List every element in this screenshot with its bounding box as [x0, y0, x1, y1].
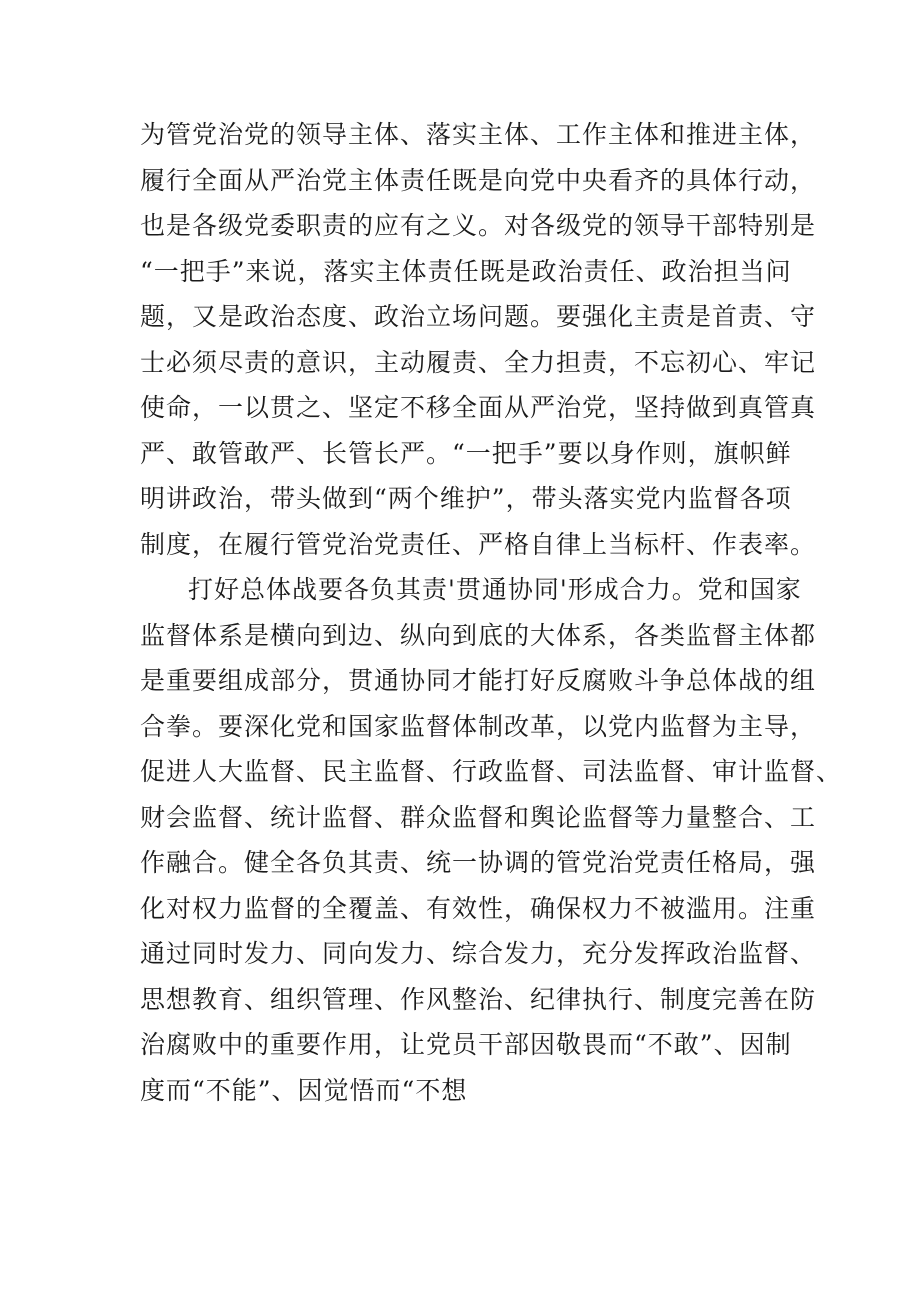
paragraph-line: 是重要组成部分，贯通协同才能打好反腐败斗争总体战的组 — [140, 666, 817, 695]
paragraph-line: 财会监督、统计监督、群众监督和舆论监督等力量整合、工 — [140, 802, 817, 832]
paragraph-line: 也是各级党委职责的应有之义。对各级党的领导干部特别是 — [140, 211, 817, 240]
paragraph-line: 为管党治党的领导主体、落实主体、工作主体和推进主体， — [140, 120, 817, 149]
paragraph-line: 士必须尽责的意识，主动履责、全力担责，不忘初心、牢记 — [140, 347, 817, 377]
paragraph-1 — [140, 112, 840, 567]
body-text — [140, 112, 843, 1113]
paragraph-line: 履行全面从严治党主体责任既是向党中央看齐的具体行动， — [140, 165, 817, 195]
paragraph-line: 度而“不能”、因觉悟而“不想 — [140, 1075, 468, 1105]
paragraph-line: 明讲政治，带头做到“两个维护”，带头落实党内监督各项 — [140, 484, 792, 513]
paragraph-2 — [140, 567, 843, 1113]
paragraph-first-line: 打好总体战要各负其责'贯通协同'形成合力。党和国家 — [188, 575, 802, 604]
paragraph-line: 通过同时发力、同向发力、综合发力，充分发挥政治监督、 — [140, 939, 817, 968]
paragraph-line: “一把手”来说，落实主体责任既是政治责任、政治担当问 — [140, 256, 792, 286]
paragraph-line: 监督体系是横向到边、纵向到底的大体系，各类监督主体都 — [140, 620, 817, 650]
paragraph-line: 使命，一以贯之、坚定不移全面从严治党，坚持做到真管真 — [140, 393, 817, 422]
paragraph-line: 治腐败中的重要作用，让党员干部因敬畏而“不敢”、因制 — [140, 1030, 792, 1059]
paragraph-line: 严、敢管敢严、长管长严。“一把手”要以身作则，旗帜鲜 — [140, 438, 792, 468]
paragraph-line: 制度，在履行管党治党责任、严格自律上当标杆、作表率。 — [140, 529, 817, 559]
paragraph-line: 题，又是政治态度、政治立场问题。要强化主责是首责、守 — [140, 302, 817, 331]
paragraph-line: 合拳。要深化党和国家监督体制改革，以党内监督为主导， — [140, 711, 817, 741]
paragraph-line: 作融合。健全各负其责、统一协调的管党治党责任格局，强 — [140, 848, 817, 877]
paragraph-line: 促进人大监督、民主监督、行政监督、司法监督、审计监督、 — [140, 757, 843, 786]
paragraph-line: 思想教育、组织管理、作风整治、纪律执行、制度完善在防 — [140, 984, 817, 1014]
paragraph-line: 化对权力监督的全覆盖、有效性，确保权力不被滥用。注重 — [140, 893, 817, 923]
